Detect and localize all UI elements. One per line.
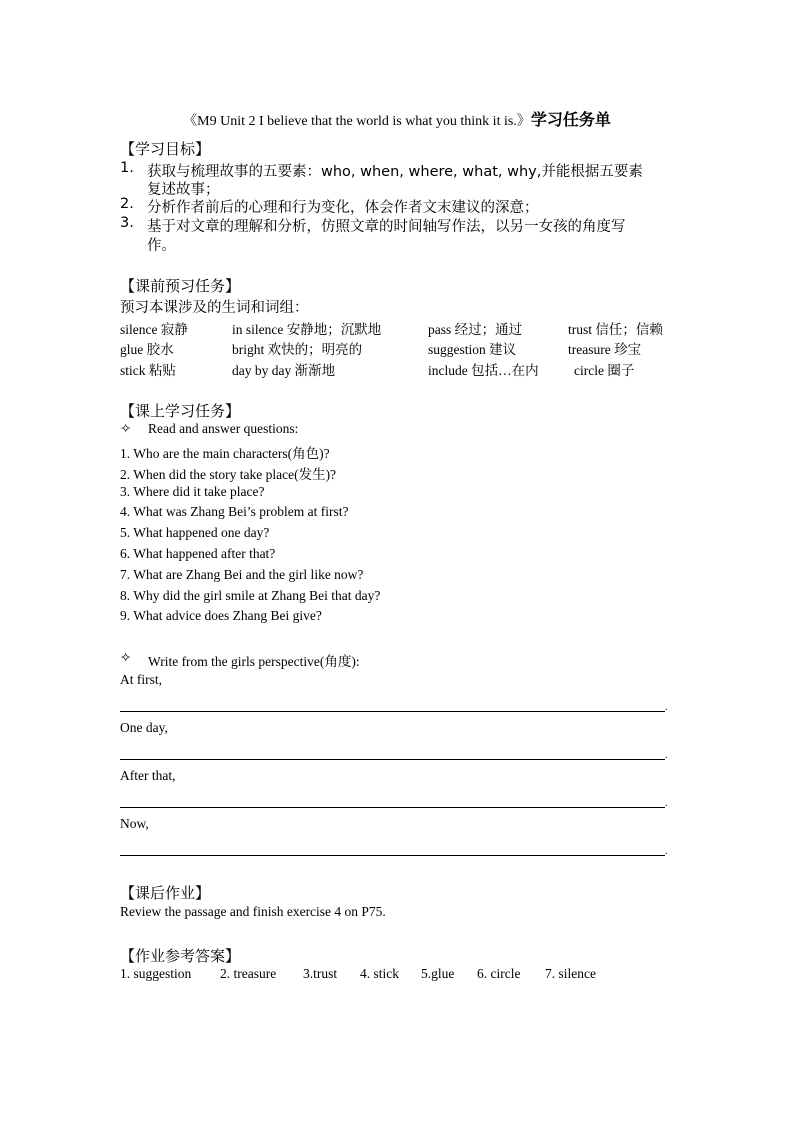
answer-item: 5.glue xyxy=(421,966,455,981)
question-item: 7. What are Zhang Bei and the girl like now? xyxy=(120,567,364,582)
line-end-dot: . xyxy=(665,750,668,761)
objective-text: 获取与梳理故事的五要素：who, when, where, what, why,并能根据五要素 xyxy=(147,164,643,180)
writing-line[interactable] xyxy=(120,711,665,712)
answer-item: 7. silence xyxy=(545,966,596,981)
writing-prompt: One day, xyxy=(120,720,168,735)
vocab-item: include 包括…在内 xyxy=(428,363,539,378)
task-read-bullet-icon: ✧ xyxy=(120,421,132,436)
objective-number: 3. xyxy=(120,215,134,231)
objective-number: 1. xyxy=(120,160,134,176)
writing-line[interactable] xyxy=(120,807,665,808)
line-end-dot: . xyxy=(665,846,668,857)
objective-number: 2. xyxy=(120,196,134,212)
vocab-item: pass 经过；通过 xyxy=(428,322,523,337)
vocab-item: bright 欢快的；明亮的 xyxy=(232,342,363,357)
answer-item: 4. stick xyxy=(360,966,399,981)
writing-line[interactable] xyxy=(120,759,665,760)
question-item: 2. When did the story take place(发生)? xyxy=(120,467,337,482)
question-item: 1. Who are the main characters(角色)? xyxy=(120,446,330,461)
inclass-heading: 【课上学习任务】 xyxy=(120,402,241,420)
vocab-item: in silence 安静地；沉默地 xyxy=(232,322,382,337)
answers-heading: 【作业参考答案】 xyxy=(120,947,241,965)
question-item: 5. What happened one day? xyxy=(120,525,270,540)
answer-item: 6. circle xyxy=(477,966,521,981)
vocab-item: day by day 渐渐地 xyxy=(232,363,336,378)
writing-prompt: After that, xyxy=(120,768,176,783)
homework-text: Review the passage and finish exercise 4 on P75. xyxy=(120,904,386,919)
question-item: 9. What advice does Zhang Bei give? xyxy=(120,608,322,623)
title-english: 《M9 Unit 2 I believe that the world is what you think it is.》 xyxy=(183,114,531,129)
page-title xyxy=(0,107,794,130)
answer-item: 2. treasure xyxy=(220,966,277,981)
task-read-label: Read and answer questions: xyxy=(148,421,299,436)
objective-text: 基于对文章的理解和分析，仿照文章的时间轴写作法，以另一女孩的角度写 xyxy=(147,219,626,235)
vocab-item: trust 信任；信赖 xyxy=(568,322,663,337)
writing-line[interactable] xyxy=(120,855,665,856)
question-item: 6. What happened after that? xyxy=(120,546,276,561)
objective-text-cont: 作。 xyxy=(147,238,176,254)
question-item: 3. Where did it take place? xyxy=(120,484,265,499)
line-end-dot: . xyxy=(665,702,668,713)
preview-intro: 预习本课涉及的生词和词组： xyxy=(120,300,309,316)
objectives-heading: 【学习目标】 xyxy=(120,140,211,158)
answer-item: 1. suggestion xyxy=(120,966,192,981)
task-write-bullet-icon: ✧ xyxy=(120,650,132,665)
writing-prompt: At first, xyxy=(120,672,162,687)
vocab-item: suggestion 建议 xyxy=(428,342,517,357)
vocab-item: silence 寂静 xyxy=(120,322,188,337)
writing-prompt: Now, xyxy=(120,816,149,831)
question-item: 8. Why did the girl smile at Zhang Bei that day? xyxy=(120,588,381,603)
preview-heading: 【课前预习任务】 xyxy=(120,277,241,295)
vocab-item: stick 粘贴 xyxy=(120,363,176,378)
line-end-dot: . xyxy=(665,798,668,809)
objective-text-cont: 复述故事； xyxy=(147,182,220,198)
objective-text: 分析作者前后的心理和行为变化，体会作者文末建议的深意； xyxy=(147,200,539,216)
task-write-label: Write from the girls perspective(角度): xyxy=(148,654,360,669)
vocab-item: circle 圈子 xyxy=(574,363,635,378)
question-item: 4. What was Zhang Bei’s problem at first? xyxy=(120,504,349,519)
vocab-item: treasure 珍宝 xyxy=(568,342,642,357)
answer-item: 3.trust xyxy=(303,966,338,981)
title-chinese: 学习任务单 xyxy=(530,112,611,129)
vocab-item: glue 胶水 xyxy=(120,342,174,357)
homework-heading: 【课后作业】 xyxy=(120,884,211,902)
